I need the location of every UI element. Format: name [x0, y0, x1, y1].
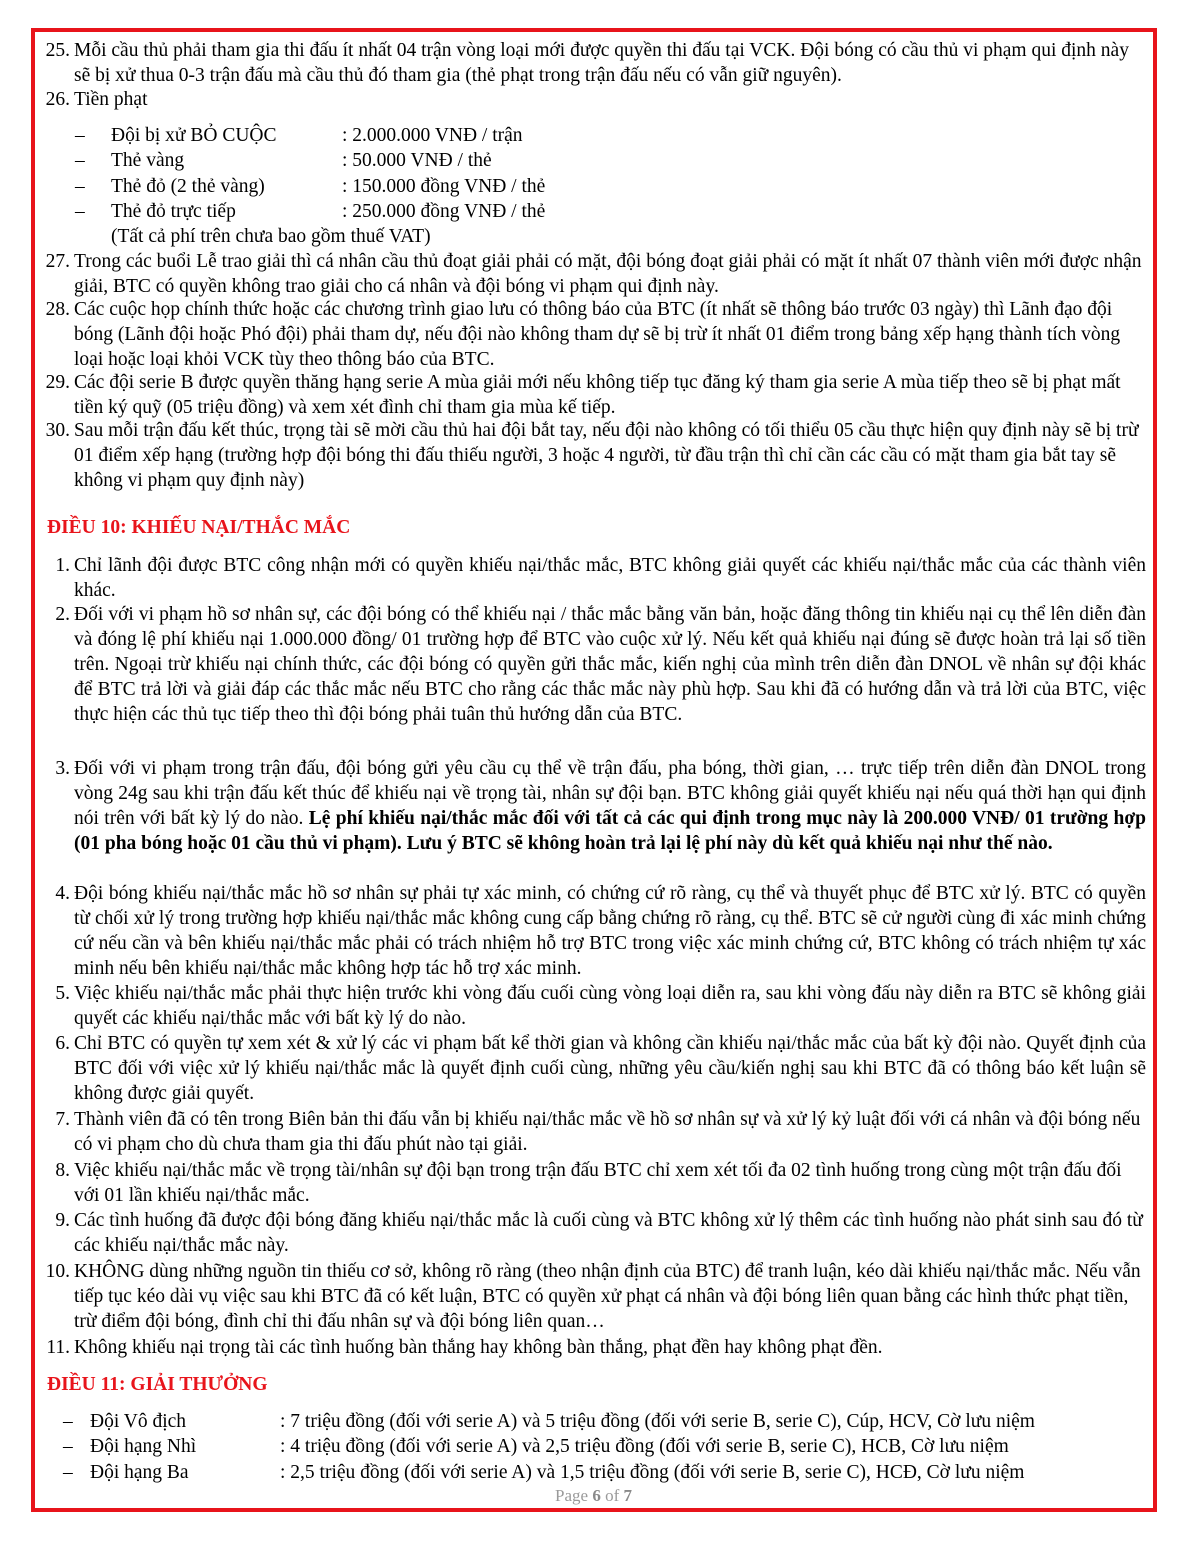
fine-value: : 50.000 VNĐ / thẻ: [342, 150, 492, 171]
fine-label: Thẻ đỏ (2 thẻ vàng): [111, 176, 265, 197]
fine-value: : 250.000 đồng VNĐ / thẻ: [342, 201, 546, 222]
item-number: 9.: [55, 1210, 70, 1231]
rule-text: Trong các buổi Lễ trao giải thì cá nhân cầu thủ đoạt giải phải có mặt, đội bóng đoạt giải phải có mặt ít nhất 07 thành viên mới được nhận giải, BTC có quyền không trao giải cho cá nhân và đội bóng vi phạm qui định này.: [74, 251, 1142, 297]
item-text: Thành viên đã có tên trong Biên bản thi đấu vẫn bị khiếu nại/thắc mắc về hồ sơ nhân sự và xử lý kỷ luật đối với cá nhân và đội bóng nếu có vi phạm cho dù chưa tham gia thi đấu phút nào tại giải.: [74, 1109, 1141, 1155]
item-text: Đội bóng khiếu nại/thắc mắc hồ sơ nhân sự phải tự xác minh, có chứng cứ rõ ràng, cụ thể và thuyết phục để BTC xử lý. BTC có quyền từ chối xử lý trong trường hợp khiếu nại/thắc mắc không cung cấp bằng chứng rõ ràng, cụ thể. BTC sẽ cử người cùng đi xác minh chứng cứ nếu cần và bên khiếu nại/thắc mắc phải có trách nhiệm hỗ trợ BTC trong việc xác minh chứng cứ, BTC không có trách nhiệm tự xác minh nếu bên khiếu nại/thắc mắc không hợp tác hỗ trợ xác minh.: [74, 883, 1146, 979]
article-10-heading: ĐIỀU 10: KHIẾU NẠI/THẮC MẮC: [47, 517, 351, 538]
rule-text: Các cuộc họp chính thức hoặc các chương trình giao lưu có thông báo của BTC (ít nhất sẽ thông báo trước 03 ngày) thì Lãnh đạo đội bóng (Lãnh đội hoặc Phó đội) phải tham dự, nếu đội nào không tham dự sẽ bị trừ ít nhất 01 điểm trong bảng xếp hạng thành tích vòng loại hoặc loại khỏi VCK tùy theo thông báo của BTC.: [74, 299, 1121, 370]
item-text: Việc khiếu nại/thắc mắc về trọng tài/nhân sự đội bạn trong trận đấu BTC chỉ xem xét tối đa 02 tình huống trong cùng một trận đấu đối với 01 lần khiếu nại/thắc mắc.: [74, 1160, 1122, 1206]
item-number: 4.: [55, 883, 70, 904]
rule-number: 30.: [45, 420, 70, 441]
item-number: 10.: [45, 1261, 70, 1282]
footer-page-number: 6: [592, 1486, 601, 1505]
footer-prefix: Page: [555, 1486, 589, 1505]
dash-bullet: –: [75, 125, 85, 146]
rule-number: 26.: [45, 89, 70, 110]
dash-bullet: –: [63, 1436, 73, 1457]
rule-text: Sau mỗi trận đấu kết thúc, trọng tài sẽ mời cầu thủ hai đội bắt tay, nếu đội nào không có tối thiểu 05 cầu thực hiện quy định này sẽ bị trừ 01 điểm xếp hạng (trường hợp đội bóng thi đấu thiếu người, 3 hoặc 4 người, từ đầu trận thì chỉ cần các cầu có mặt tham gia bắt tay sẽ không vi phạm quy định này): [74, 420, 1139, 491]
prize-label: Đội hạng Ba: [90, 1462, 189, 1483]
item-number: 3.: [55, 758, 70, 779]
dash-bullet: –: [75, 201, 85, 222]
rule-text: Các đội serie B được quyền thăng hạng serie A mùa giải mới nếu không tiếp tục đăng ký tham gia serie A mùa tiếp theo sẽ bị phạt mất tiền ký quỹ (05 triệu đồng) và xem xét đình chỉ tham gia mùa kế tiếp.: [74, 372, 1121, 418]
article-11-heading: ĐIỀU 11: GIẢI THƯỞNG: [47, 1374, 268, 1395]
dash-bullet: –: [75, 150, 85, 171]
rule-text: Tiền phạt: [74, 89, 148, 110]
fines-note: (Tất cả phí trên chưa bao gồm thuế VAT): [111, 226, 431, 247]
item-number: 2.: [55, 604, 70, 625]
page-footer: [0, 1486, 1187, 1506]
dash-bullet: –: [75, 176, 85, 197]
item-text-block: [74, 756, 1146, 856]
rule-number: 28.: [45, 299, 70, 320]
item-number: 8.: [55, 1160, 70, 1181]
fee-notice: Lệ phí khiếu nại/thắc mắc đối với tất cả các qui định trong mục này là 200.000 VNĐ/ 01 trường hợp (01 pha bóng hoặc 01 cầu thủ vi phạm). Lưu ý BTC sẽ không hoàn trả lại lệ phí này dù kết quả khiếu nại như thế nào.: [74, 808, 1146, 854]
footer-total-pages: 7: [623, 1486, 632, 1505]
item-text: KHÔNG dùng những nguồn tin thiếu cơ sở, không rõ ràng (theo nhận định của BTC) để tranh luận, kéo dài khiếu nại/thắc mắc. Nếu vẫn tiếp tục kéo dài vụ việc sau khi BTC đã có kết luận, BTC có quyền xử phạt cá nhân và đội bóng liên quan bằng các hình thức phạt tiền, trừ điểm đội bóng, đình chỉ thi đấu nhân sự và đội bóng liên quan…: [74, 1261, 1141, 1332]
item-number: 11.: [46, 1337, 70, 1358]
item-text: Việc khiếu nại/thắc mắc phải thực hiện trước khi vòng đấu cuối cùng vòng loại diễn ra, sau khi vòng đấu này diễn ra BTC sẽ không giải quyết các khiếu nại/thắc mắc với bất kỳ lý do nào.: [74, 983, 1146, 1029]
prize-label: Đội hạng Nhì: [90, 1436, 197, 1457]
item-number: 1.: [55, 555, 70, 576]
prize-label: Đội Vô địch: [90, 1411, 187, 1432]
item-text: Đối với vi phạm hồ sơ nhân sự, các đội bóng có thể khiếu nại / thắc mắc bằng văn bản, hoặc đăng thông tin khiếu nại cụ thể lên diễn đàn và đóng lệ phí khiếu nại 1.000.000 đồng/ 01 trường hợp để BTC vào cuộc xử lý. Nếu kết quả khiếu nại đúng sẽ được hoàn trả lại số tiền trên. Ngoại trừ khiếu nại chính thức, các đội bóng có quyền gửi thắc mắc, kiến nghị của mình trên diễn đàn DNOL về nhân sự đội khác để BTC trả lời và giải đáp các thắc mắc nếu BTC cho rằng các thắc mắc này phù hợp. Sau khi đã có hướng dẫn và trả lời của BTC, việc thực hiện các thủ tục tiếp theo thì đội bóng phải tuân thủ hướng dẫn của BTC.: [74, 604, 1146, 725]
fine-label: Đội bị xử BỎ CUỘC: [111, 125, 277, 146]
item-text: Đối với vi phạm trong trận đấu, đội bóng gửi yêu cầu cụ thể về trận đấu, pha bóng, thời gian, … trực tiếp trên diễn đàn DNOL trong vòng 24g sau khi trận đấu kết thúc để khiếu nại về trọng tài, nhân sự đội bạn. BTC không giải quyết khiếu nại nếu quá thời hạn qui định nói trên với bất kỳ lý do nào.: [74, 758, 1146, 829]
prize-value: : 7 triệu đồng (đối với serie A) và 5 triệu đồng (đối với serie B, serie C), Cúp, HCV, Cờ lưu niệm: [280, 1411, 1035, 1432]
rule-number: 27.: [45, 251, 70, 272]
fine-value: : 150.000 đồng VNĐ / thẻ: [342, 176, 546, 197]
prize-value: : 2,5 triệu đồng (đối với serie A) và 1,5 triệu đồng (đối với serie B, serie C), HCĐ, Cờ lưu niệm: [280, 1462, 1025, 1483]
fine-label: Thẻ vàng: [111, 150, 185, 171]
item-text: Các tình huống đã được đội bóng đăng khiếu nại/thắc mắc là cuối cùng và BTC không xử lý thêm các tình huống nào phát sinh sau đó từ các khiếu nại/thắc mắc này.: [74, 1210, 1143, 1256]
dash-bullet: –: [63, 1411, 73, 1432]
fine-value: : 2.000.000 VNĐ / trận: [342, 125, 523, 146]
item-text: Không khiếu nại trọng tài các tình huống bàn thắng hay không bàn thắng, phạt đền hay không phạt đền.: [74, 1337, 883, 1358]
fine-label: Thẻ đỏ trực tiếp: [111, 201, 236, 222]
rule-number: 25.: [45, 40, 70, 61]
rule-number: 29.: [45, 372, 70, 393]
rule-text: Mỗi cầu thủ phải tham gia thi đấu ít nhất 04 trận vòng loại mới được quyền thi đấu tại VCK. Đội bóng có cầu thủ vi phạm qui định này sẽ bị xử thua 0-3 trận đấu mà cầu thủ đó tham gia (thẻ phạt trong trận đấu nếu có vẫn giữ nguyên).: [74, 40, 1129, 86]
prize-value: : 4 triệu đồng (đối với serie A) và 2,5 triệu đồng (đối với serie B, serie C), HCB, Cờ lưu niệm: [280, 1436, 1009, 1457]
item-number: 5.: [55, 983, 70, 1004]
item-text: Chỉ BTC có quyền tự xem xét & xử lý các vi phạm bất kể thời gian và không cần khiếu nại/thắc mắc của bất kỳ đội nào. Quyết định của BTC đối với việc xử lý khiếu nại/thắc mắc là quyết định cuối cùng, những yêu cầu/kiến nghị sau khi BTC đã có thông báo kết luận sẽ không được giải quyết.: [74, 1033, 1146, 1104]
item-number: 6.: [55, 1033, 70, 1054]
dash-bullet: –: [63, 1462, 73, 1483]
item-text: Chỉ lãnh đội được BTC công nhận mới có quyền khiếu nại/thắc mắc, BTC không giải quyết các khiếu nại/thắc mắc của các thành viên khác.: [74, 555, 1146, 601]
item-number: 7.: [55, 1109, 70, 1130]
footer-of: of: [605, 1486, 620, 1505]
